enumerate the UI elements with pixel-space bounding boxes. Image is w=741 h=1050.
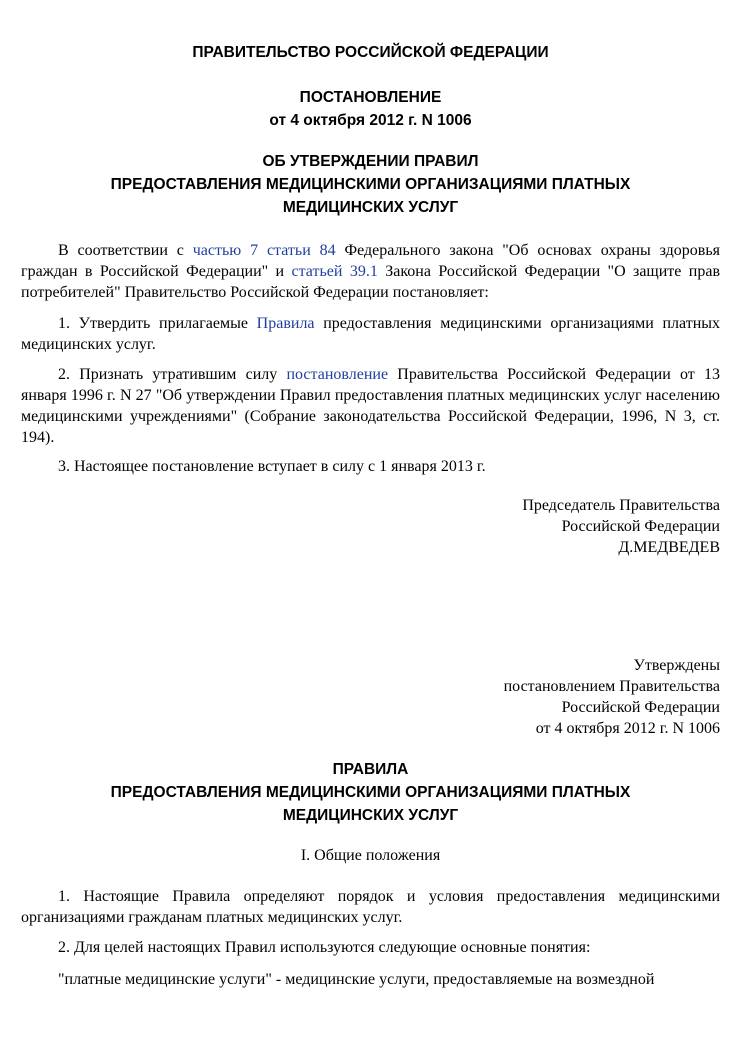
item-3-paragraph: 3. Настоящее постановление вступает в силу с 1 января 2013 г. [58,458,486,475]
resolution-title [21,150,720,219]
approval-line: от 4 октября 2012 г. N 1006 [535,720,720,737]
link-rules[interactable]: Правила [256,315,315,332]
link-part7-article84[interactable]: частью 7 статьи 84 [192,242,336,259]
title-line: МЕДИЦИНСКИХ УСЛУГ [282,199,459,216]
approval-block [21,655,720,739]
rules-paragraph-2: 2. Для целей настоящих Правил используются следующие основные понятия: [58,939,591,956]
title-line: ПРЕДОСТАВЛЕНИЯ МЕДИЦИНСКИМИ ОРГАНИЗАЦИЯМИ ПЛАТНЫХ [110,176,631,193]
approval-line: Российской Федерации [561,699,720,716]
government-heading: ПРАВИТЕЛЬСТВО РОССИЙСКОЙ ФЕДЕРАЦИИ [192,44,549,61]
title-line: ОБ УТВЕРЖДЕНИИ ПРАВИЛ [262,153,479,170]
doc-date: от 4 октября 2012 г. N 1006 [269,112,472,129]
signature-line: Председатель Правительства [522,497,720,514]
doc-type: ПОСТАНОВЛЕНИЕ [299,89,442,106]
rules-title-line: ПРАВИЛА [332,761,409,778]
signature-name: Д.МЕДВЕДЕВ [618,539,720,556]
item-2-paragraph: 2. Признать утратившим силу постановление Правительства Российской Федерации от 13 января 1996 г. N 27 "Об утверждении Правил предоставления платных медицинских услуг населению медицинскими учреждениями" (Собрание законодательства Российской Федерации, 1996, N 3, ст. 194). [21,366,720,446]
link-article39-1[interactable]: статьей 39.1 [291,263,378,280]
rules-paragraph-1: 1. Настоящие Правила определяют порядок и условия предоставления медицинскими организациями гражданам платных медицинских услуг. [21,888,720,926]
approval-line: постановлением Правительства [503,678,720,695]
link-resolution[interactable]: постановление [286,366,389,383]
rules-title-line: МЕДИЦИНСКИХ УСЛУГ [282,807,459,824]
rules-title [21,758,720,827]
approval-line: Утверждены [633,657,720,674]
signature-line: Российской Федерации [561,518,720,535]
rules-paragraph-3: "платные медицинские услуги" - медицинские услуги, предоставляемые на возмездной [58,971,655,988]
resolution-heading [21,86,720,132]
preamble-paragraph: В соответствии с частью 7 статьи 84 Федерального закона "Об основах охраны здоровья граждан в Российской Федерации" и статьей 39.1 Закона Российской Федерации "О защите прав потребителей" Правительство Российской Федерации постановляет: [21,242,721,301]
item-1-paragraph: 1. Утвердить прилагаемые Правила предоставления медицинскими организациями платных медицинских услуг. [21,315,721,353]
section-heading: I. Общие положения [300,847,441,864]
rules-title-line: ПРЕДОСТАВЛЕНИЯ МЕДИЦИНСКИМИ ОРГАНИЗАЦИЯМИ ПЛАТНЫХ [110,784,631,801]
signature-block [21,495,720,558]
